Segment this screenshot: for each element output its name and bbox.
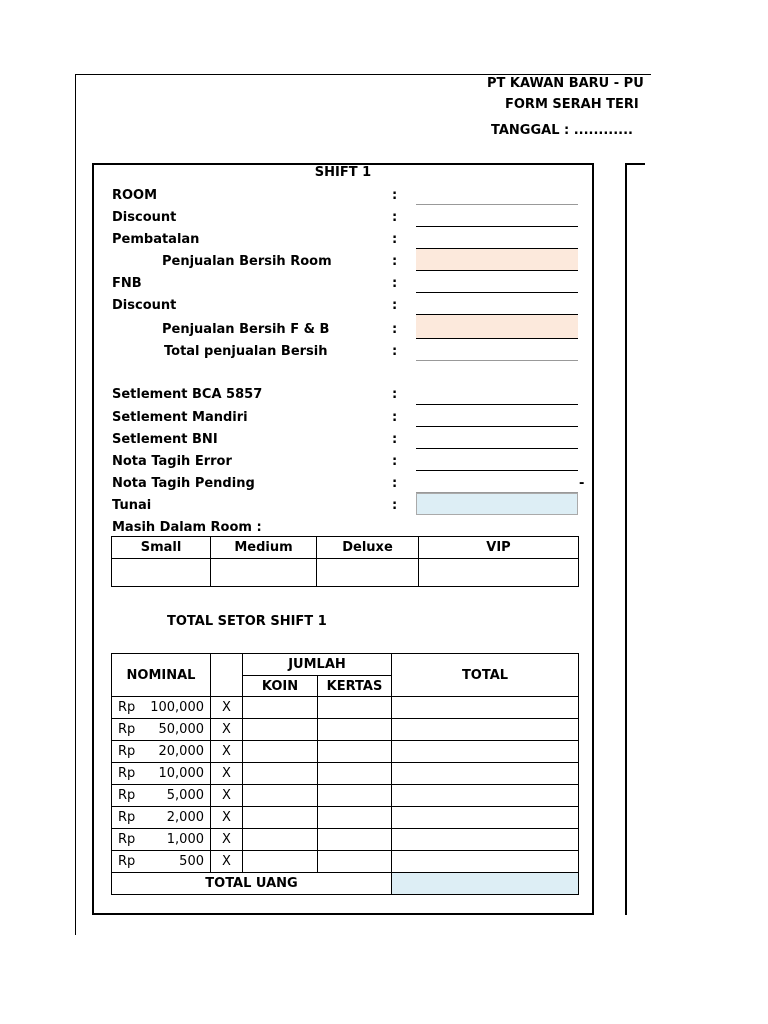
- colon: :: [392, 188, 398, 203]
- koin-cell[interactable]: [243, 829, 318, 851]
- colon: :: [392, 322, 398, 337]
- koin-cell[interactable]: [243, 719, 318, 741]
- colon: :: [392, 344, 398, 359]
- currency: Rp: [118, 766, 136, 781]
- nominal-cell: [112, 829, 211, 851]
- room-field[interactable]: [416, 185, 578, 205]
- total-uang-label: TOTAL UANG: [112, 873, 392, 895]
- nota-tagih-pending-field[interactable]: [416, 471, 578, 493]
- row-label-penjualan-bersih-room: Penjualan Bersih Room: [162, 254, 332, 269]
- room-remaining-label: Masih Dalam Room :: [112, 520, 262, 535]
- setlement-bca-field[interactable]: [416, 383, 578, 405]
- nota-tagih-error-field[interactable]: [416, 449, 578, 471]
- currency: Rp: [118, 788, 136, 803]
- nominal-cell: [112, 719, 211, 741]
- row-label-total-penjualan-bersih: Total penjualan Bersih: [164, 344, 328, 359]
- kertas-cell[interactable]: [318, 741, 392, 763]
- times-header: [211, 654, 243, 697]
- times-cell: X: [211, 851, 243, 873]
- total-cell[interactable]: [392, 741, 579, 763]
- row-label-discount-room: Discount: [112, 210, 177, 225]
- nominal-cell: [112, 851, 211, 873]
- total-cell[interactable]: [392, 829, 579, 851]
- total-cell[interactable]: [392, 697, 579, 719]
- room-cell-deluxe[interactable]: [317, 559, 419, 587]
- times-cell: X: [211, 807, 243, 829]
- colon: :: [392, 232, 398, 247]
- room-col-deluxe: Deluxe: [317, 537, 419, 559]
- shift-2-box-edge: [625, 163, 645, 915]
- denomination: 2,000: [166, 810, 204, 825]
- total-cell[interactable]: [392, 807, 579, 829]
- fnb-field[interactable]: [416, 271, 578, 293]
- currency: Rp: [118, 832, 136, 847]
- setor-title: TOTAL SETOR SHIFT 1: [167, 614, 327, 629]
- denomination: 1,000: [166, 832, 204, 847]
- row-label-pembatalan: Pembatalan: [112, 232, 200, 247]
- company-title: PT KAWAN BARU - PU: [487, 76, 644, 91]
- koin-cell[interactable]: [243, 851, 318, 873]
- currency: Rp: [118, 722, 136, 737]
- room-table: [111, 536, 579, 587]
- denomination: 5,000: [166, 788, 204, 803]
- nominal-cell: [112, 763, 211, 785]
- kertas-cell[interactable]: [318, 829, 392, 851]
- room-col-vip: VIP: [419, 537, 579, 559]
- denomination: 100,000: [150, 700, 204, 715]
- room-cell-small[interactable]: [112, 559, 211, 587]
- nominal-cell: [112, 807, 211, 829]
- kertas-cell[interactable]: [318, 719, 392, 741]
- date-label: TANGGAL : ............: [491, 123, 633, 138]
- nominal-cell: [112, 697, 211, 719]
- row-label-setlement-bni: Setlement BNI: [112, 432, 218, 447]
- total-cell[interactable]: [392, 763, 579, 785]
- penjualan-bersih-room-field[interactable]: [416, 249, 578, 271]
- koin-header: KOIN: [243, 676, 318, 697]
- colon: :: [392, 254, 398, 269]
- total-penjualan-bersih-field[interactable]: [416, 339, 578, 361]
- denomination: 10,000: [158, 766, 204, 781]
- nominal-header: NOMINAL: [112, 654, 211, 697]
- currency: Rp: [118, 700, 136, 715]
- row-label-tunai: Tunai: [112, 498, 152, 513]
- colon: :: [392, 276, 398, 291]
- form-title: FORM SERAH TERI: [505, 97, 639, 112]
- pending-dash: -: [579, 476, 585, 491]
- currency: Rp: [118, 744, 136, 759]
- times-cell: X: [211, 829, 243, 851]
- kertas-header: KERTAS: [318, 676, 392, 697]
- total-cell[interactable]: [392, 851, 579, 873]
- pembatalan-field[interactable]: [416, 227, 578, 249]
- nominal-cell: [112, 785, 211, 807]
- total-header: TOTAL: [392, 654, 579, 697]
- room-cell-vip[interactable]: [419, 559, 579, 587]
- room-col-small: Small: [112, 537, 211, 559]
- row-label-fnb: FNB: [112, 276, 142, 291]
- colon: :: [392, 454, 398, 469]
- row-label-nota-tagih-pending: Nota Tagih Pending: [112, 476, 255, 491]
- kertas-cell[interactable]: [318, 697, 392, 719]
- colon: :: [392, 432, 398, 447]
- colon: :: [392, 410, 398, 425]
- koin-cell[interactable]: [243, 697, 318, 719]
- setlement-mandiri-field[interactable]: [416, 405, 578, 427]
- times-cell: X: [211, 741, 243, 763]
- shift-title: SHIFT 1: [314, 165, 372, 180]
- times-cell: X: [211, 719, 243, 741]
- nominal-cell: [112, 741, 211, 763]
- total-cell[interactable]: [392, 785, 579, 807]
- room-col-medium: Medium: [211, 537, 317, 559]
- setlement-bni-field[interactable]: [416, 427, 578, 449]
- kertas-cell[interactable]: [318, 763, 392, 785]
- row-label-room: ROOM: [112, 188, 158, 203]
- total-cell[interactable]: [392, 719, 579, 741]
- discount-fnb-field[interactable]: [416, 293, 578, 315]
- kertas-cell[interactable]: [318, 785, 392, 807]
- shift-1-box: [92, 163, 594, 915]
- total-uang-cell[interactable]: [392, 873, 579, 895]
- jumlah-header: JUMLAH: [243, 654, 392, 676]
- colon: :: [392, 476, 398, 491]
- row-label-setlement-bca: Setlement BCA 5857: [112, 387, 263, 402]
- colon: :: [392, 298, 398, 313]
- koin-cell[interactable]: [243, 763, 318, 785]
- kertas-cell[interactable]: [318, 851, 392, 873]
- denomination: 500: [179, 854, 204, 869]
- times-cell: X: [211, 697, 243, 719]
- money-table: [111, 653, 579, 895]
- room-cell-medium[interactable]: [211, 559, 317, 587]
- koin-cell[interactable]: [243, 741, 318, 763]
- tunai-field[interactable]: [416, 493, 578, 515]
- row-label-nota-tagih-error: Nota Tagih Error: [112, 454, 232, 469]
- koin-cell[interactable]: [243, 785, 318, 807]
- currency: Rp: [118, 854, 136, 869]
- discount-room-field[interactable]: [416, 207, 578, 227]
- times-cell: X: [211, 785, 243, 807]
- kertas-cell[interactable]: [318, 807, 392, 829]
- colon: :: [392, 210, 398, 225]
- row-label-discount-fnb: Discount: [112, 298, 177, 313]
- colon: :: [392, 498, 398, 513]
- denomination: 50,000: [158, 722, 204, 737]
- denomination: 20,000: [158, 744, 204, 759]
- times-cell: X: [211, 763, 243, 785]
- penjualan-bersih-fb-field[interactable]: [416, 315, 578, 339]
- row-label-penjualan-bersih-fb: Penjualan Bersih F & B: [162, 322, 330, 337]
- colon: :: [392, 387, 398, 402]
- currency: Rp: [118, 810, 136, 825]
- koin-cell[interactable]: [243, 807, 318, 829]
- row-label-setlement-mandiri: Setlement Mandiri: [112, 410, 248, 425]
